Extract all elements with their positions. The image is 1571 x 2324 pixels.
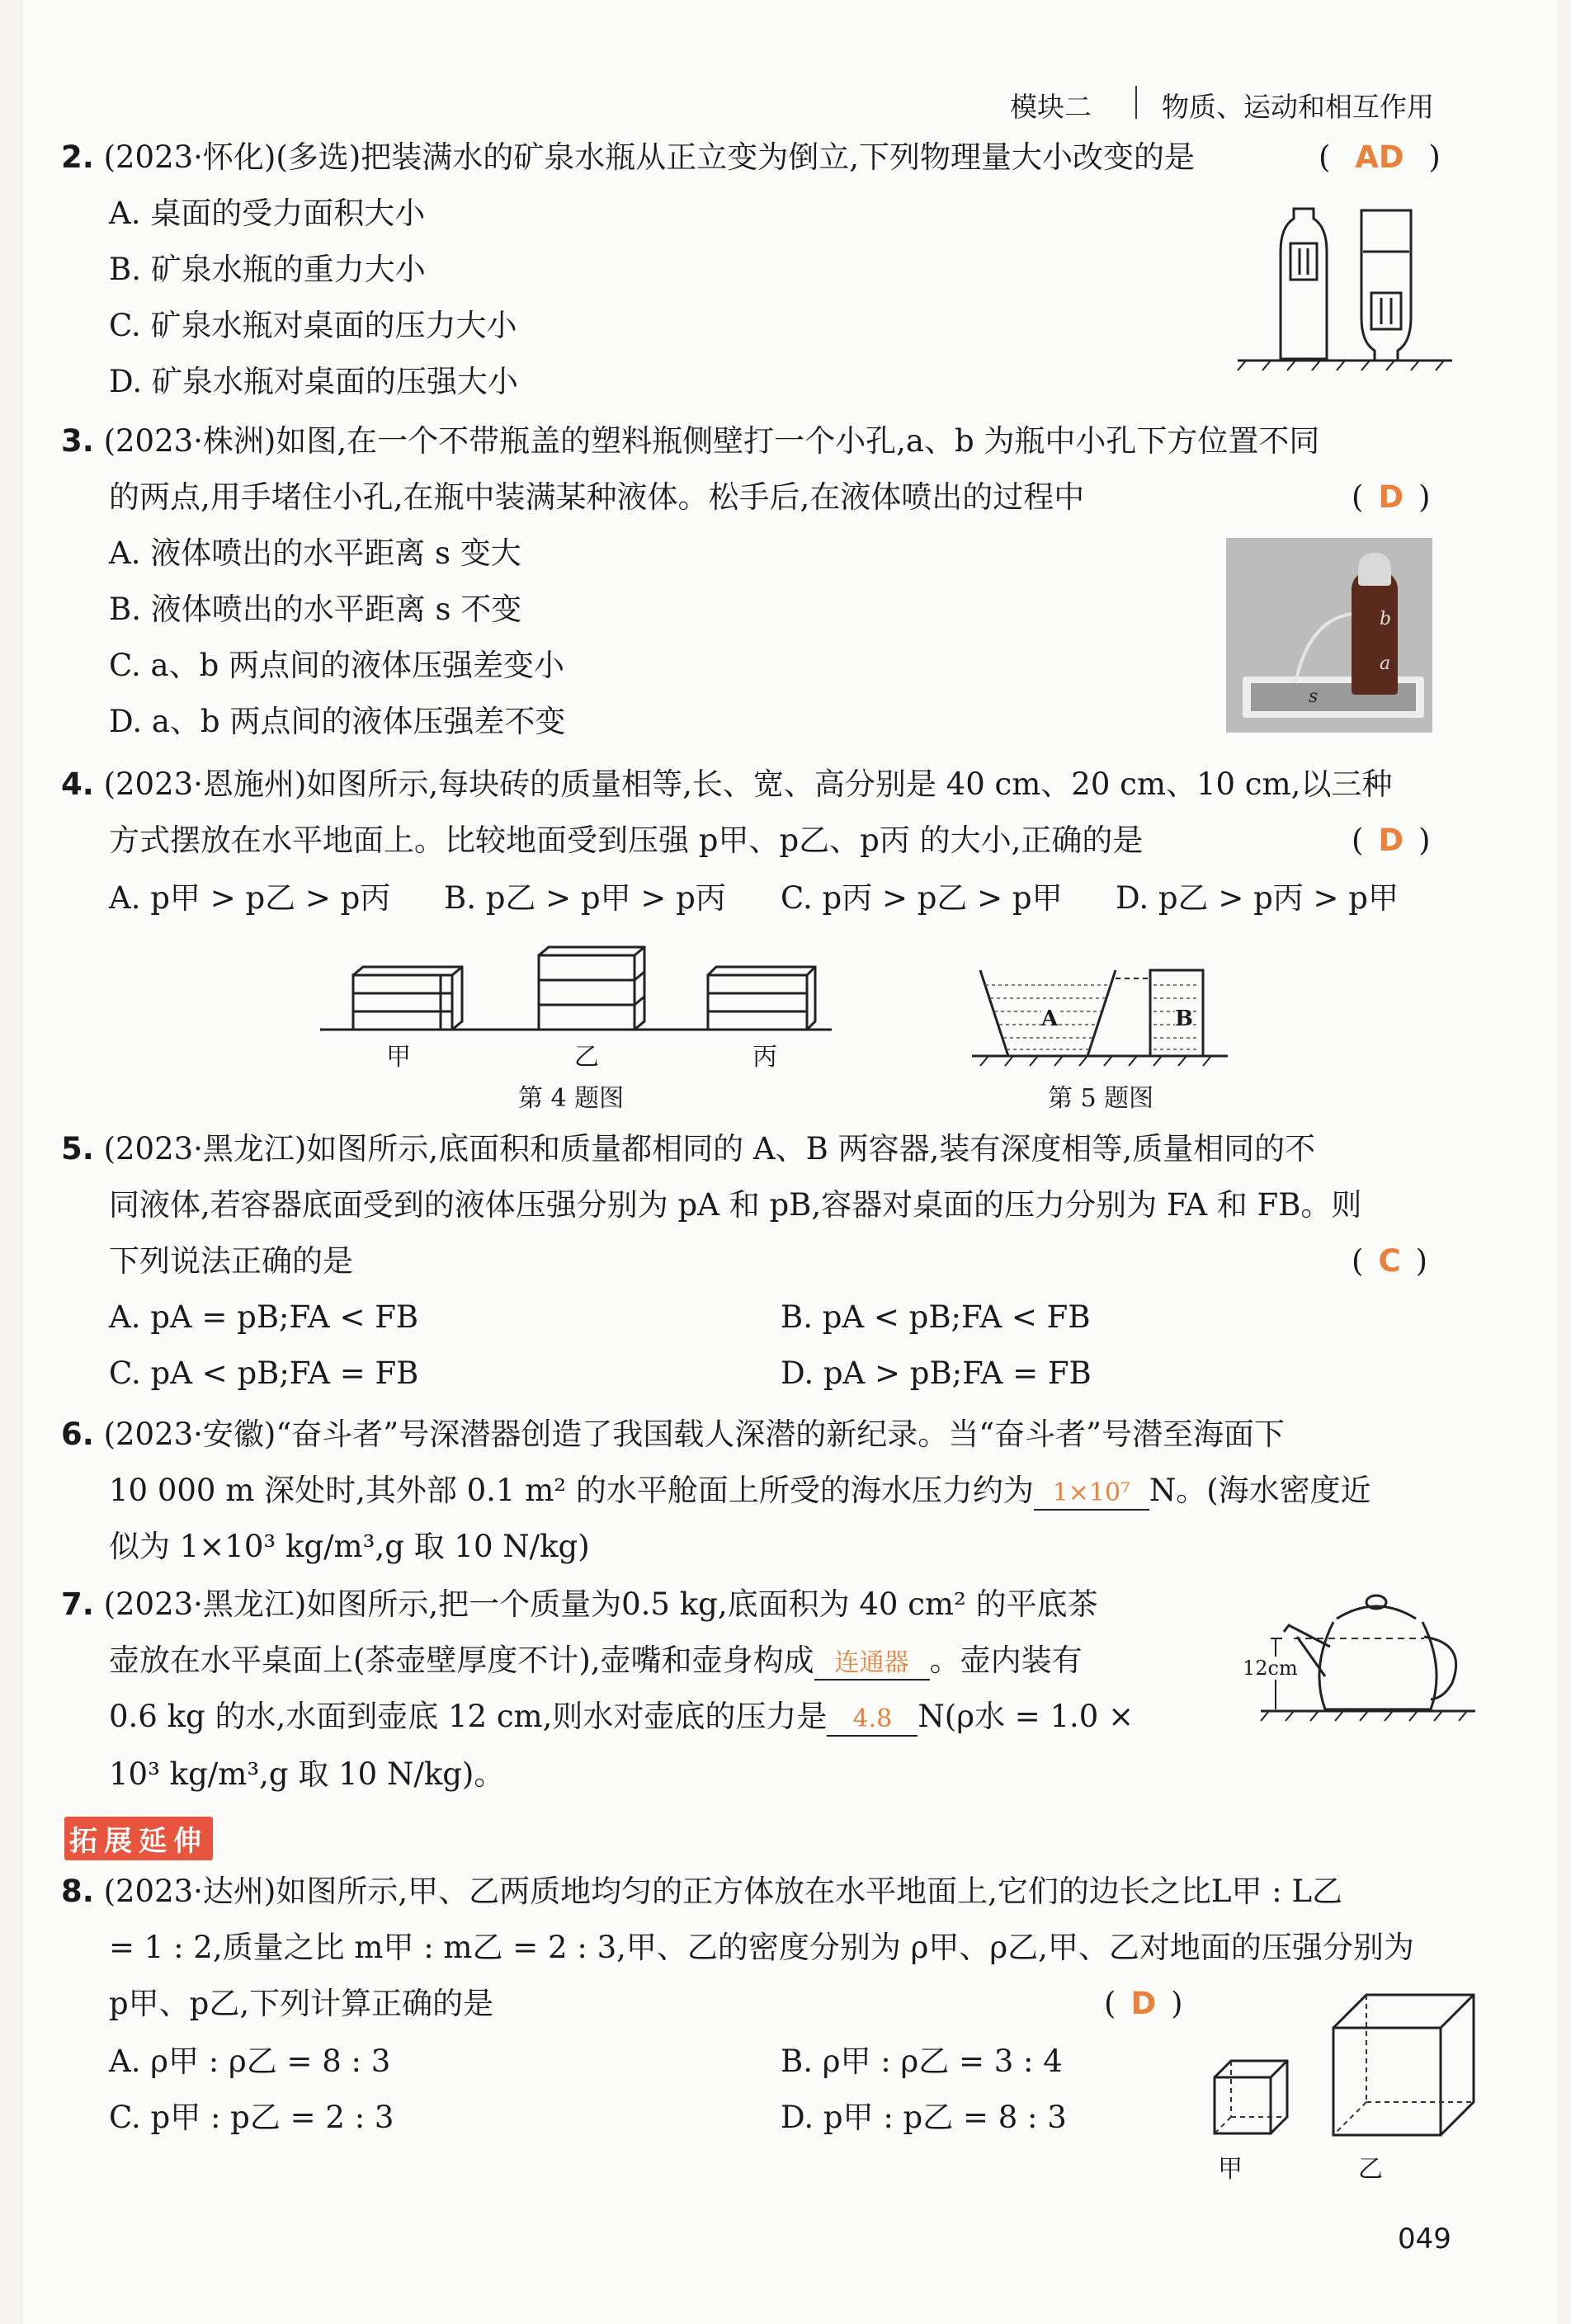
q5-line2: 同液体,若容器底面受到的液体压强分别为 pA 和 pB,容器对桌面的压力分别为 FA 和 FB。则 xyxy=(109,1187,1362,1223)
q4-bricks-figure xyxy=(304,939,832,1038)
q3-question xyxy=(61,422,1319,460)
q2-option-b: B. 矿泉水瓶的重力大小 xyxy=(109,252,426,287)
q7-line2b: 。壶内装有 xyxy=(929,1643,1083,1678)
page-number: 049 xyxy=(1398,2223,1451,2256)
q6-line3: 似为 1×10³ kg/m³,g 取 10 N/kg) xyxy=(109,1529,590,1564)
q8-label-jia: 甲 xyxy=(1218,2155,1243,2184)
q7-line2 xyxy=(109,1642,1083,1681)
q6-question xyxy=(61,1416,1285,1454)
paren-close: ) xyxy=(1428,139,1441,175)
q7-question xyxy=(61,1586,1098,1624)
q3-option-b: B. 液体喷出的水平距离 s 不变 xyxy=(109,592,522,627)
q3-line2: 的两点,用手堵住小孔,在瓶中装满某种液体。松手后,在液体喷出的过程中 xyxy=(109,479,1085,515)
q3-option-d: D. a、b 两点间的液体压强差不变 xyxy=(109,704,566,739)
q5-label-b: B xyxy=(1175,1006,1193,1031)
q5-caption: 第 5 题图 xyxy=(1048,1084,1154,1113)
q7-blank2-answer: 4.8 xyxy=(827,1704,918,1737)
q2-question xyxy=(61,139,1195,177)
q4-option-a: A. p甲 > p乙 > p丙 xyxy=(109,880,391,916)
section-banner: 拓展延伸 xyxy=(64,1817,213,1860)
q4-number: 4. xyxy=(61,766,94,802)
q2-answer: AD xyxy=(1355,139,1404,175)
q2-option-a: A. 桌面的受力面积大小 xyxy=(109,196,426,231)
q6-line2a: 10 000 m 深处时,其外部 0.1 m² 的水平舱面上所受的海水压力约为 xyxy=(109,1473,1034,1508)
q5-option-b: B. pA < pB;FA < FB xyxy=(781,1299,1091,1335)
q6-line2b: N。(海水密度近 xyxy=(1149,1473,1371,1508)
q5-line1: (2023·黑龙江)如图所示,底面积和质量都相同的 A、B 两容器,装有深度相等,质量相同的不 xyxy=(103,1131,1316,1167)
q3-number: 3. xyxy=(61,423,94,459)
q5-answer: C xyxy=(1378,1243,1401,1279)
q2-option-c: C. 矿泉水瓶对桌面的压力大小 xyxy=(109,308,517,343)
q7-line3 xyxy=(109,1698,1134,1737)
header-module: 模块二 xyxy=(1010,91,1092,123)
q8-cubes-figure xyxy=(1195,1983,1475,2148)
photo-label-b: b xyxy=(1380,609,1392,629)
q4-option-c: C. p丙 > p乙 > p甲 xyxy=(781,880,1063,916)
q2-option-d: D. 矿泉水瓶对桌面的压强大小 xyxy=(109,364,518,399)
q2-answer-box xyxy=(1319,139,1441,177)
header-title: 物质、运动和相互作用 xyxy=(1162,91,1434,123)
page xyxy=(23,0,1558,2324)
q4-label-yi: 乙 xyxy=(574,1043,599,1072)
q3-line1: (2023·株洲)如图,在一个不带瓶盖的塑料瓶侧壁打一个小孔,a、b 为瓶中小孔下方位置不同 xyxy=(103,423,1320,459)
q5-line3: 下列说法正确的是 xyxy=(109,1243,353,1279)
q7-line4: 10³ kg/m³,g 取 10 N/kg)。 xyxy=(109,1756,505,1792)
q8-label-yi: 乙 xyxy=(1358,2155,1383,2184)
q7-height-label: 12cm xyxy=(1243,1657,1298,1680)
q8-line2: = 1 : 2,质量之比 m甲 : m乙 = 2 : 3,甲、乙的密度分别为 ρ甲、ρ乙,甲、乙对地面的压强分别为 xyxy=(109,1930,1414,1965)
q4-option-d: D. p乙 > p丙 > p甲 xyxy=(1116,880,1399,916)
q5-number: 5. xyxy=(61,1131,94,1167)
q4-answer: D xyxy=(1378,823,1404,858)
header-divider xyxy=(1135,86,1137,119)
q3-option-a: A. 液体喷出的水平距离 s 变大 xyxy=(109,535,521,571)
q2-number: 2. xyxy=(61,139,94,175)
photo-label-a: a xyxy=(1380,653,1391,674)
q4-caption: 第 4 题图 xyxy=(518,1084,625,1113)
paren-open: ( xyxy=(1319,139,1331,175)
q3-option-c: C. a、b 两点间的液体压强差变小 xyxy=(109,648,565,683)
q5-option-d: D. pA > pB;FA = FB xyxy=(781,1355,1092,1391)
q6-blank-answer: 1×10⁷ xyxy=(1034,1478,1149,1511)
q5-label-a: A xyxy=(1041,1006,1059,1031)
q8-option-a: A. ρ甲 : ρ乙 = 8 : 3 xyxy=(109,2044,391,2079)
q3-answer: D xyxy=(1378,479,1404,515)
q7-blank1-answer: 连通器 xyxy=(814,1648,930,1681)
q6-line1: (2023·安徽)“奋斗者”号深潜器创造了我国载人深潜的新纪录。当“奋斗者”号潜至海面下 xyxy=(103,1417,1286,1452)
photo-jet xyxy=(1226,538,1432,733)
q4-option-b: B. p乙 > p甲 > p丙 xyxy=(444,880,726,916)
q7-line1: (2023·黑龙江)如图所示,把一个质量为0.5 kg,底面积为 40 cm² 的平底茶 xyxy=(103,1586,1098,1622)
q5-answer-box: ( C ) xyxy=(1352,1243,1428,1279)
q4-label-bing: 丙 xyxy=(752,1043,777,1072)
q3-answer-box: ( D ) xyxy=(1352,479,1431,515)
q7-line3b: N(ρ水 = 1.0 × xyxy=(918,1699,1135,1734)
q8-option-d: D. p甲 : p乙 = 8 : 3 xyxy=(781,2100,1067,2135)
q2-bottles-figure xyxy=(1221,202,1460,367)
q7-number: 7. xyxy=(61,1586,94,1622)
q8-option-c: C. p甲 : p乙 = 2 : 3 xyxy=(109,2100,394,2135)
q3-photo xyxy=(1226,538,1432,733)
q6-line2 xyxy=(109,1472,1371,1511)
q5-question xyxy=(61,1130,1315,1168)
q7-line3a: 0.6 kg 的水,水面到壶底 12 cm,则水对壶底的压力是 xyxy=(109,1699,828,1734)
q4-line1: (2023·恩施州)如图所示,每块砖的质量相等,长、宽、高分别是 40 cm、20 cm、10 cm,以三种 xyxy=(103,766,1393,802)
q8-option-b: B. ρ甲 : ρ乙 = 3 : 4 xyxy=(781,2044,1063,2079)
q7-line2a: 壶放在水平桌面上(茶壶壁厚度不计),壶嘴和壶身构成 xyxy=(109,1643,814,1678)
q8-number: 8. xyxy=(61,1874,94,1909)
q8-line1: (2023·达州)如图所示,甲、乙两质地均匀的正方体放在水平地面上,它们的边长之比L甲 : L乙 xyxy=(103,1874,1343,1909)
q4-question xyxy=(61,766,1392,804)
q4-answer-box: ( D ) xyxy=(1352,823,1431,858)
photo-label-s: s xyxy=(1309,686,1319,707)
q4-line2: 方式摆放在水平地面上。比较地面受到压强 p甲、p乙、p丙 的大小,正确的是 xyxy=(109,823,1144,858)
q4-label-jia: 甲 xyxy=(386,1043,411,1072)
q5-option-a: A. pA = pB;FA < FB xyxy=(109,1299,419,1335)
q8-line3: p甲、p乙,下列计算正确的是 xyxy=(109,1986,494,2021)
q8-question xyxy=(61,1873,1342,1911)
q2-text: (2023·怀化)(多选)把装满水的矿泉水瓶从正立变为倒立,下列物理量大小改变的是 xyxy=(103,139,1196,175)
q8-answer-box: ( D ) xyxy=(1104,1986,1183,2021)
q6-number: 6. xyxy=(61,1417,94,1452)
q8-answer: D xyxy=(1130,1986,1157,2021)
q5-option-c: C. pA < pB;FA = FB xyxy=(109,1355,419,1391)
